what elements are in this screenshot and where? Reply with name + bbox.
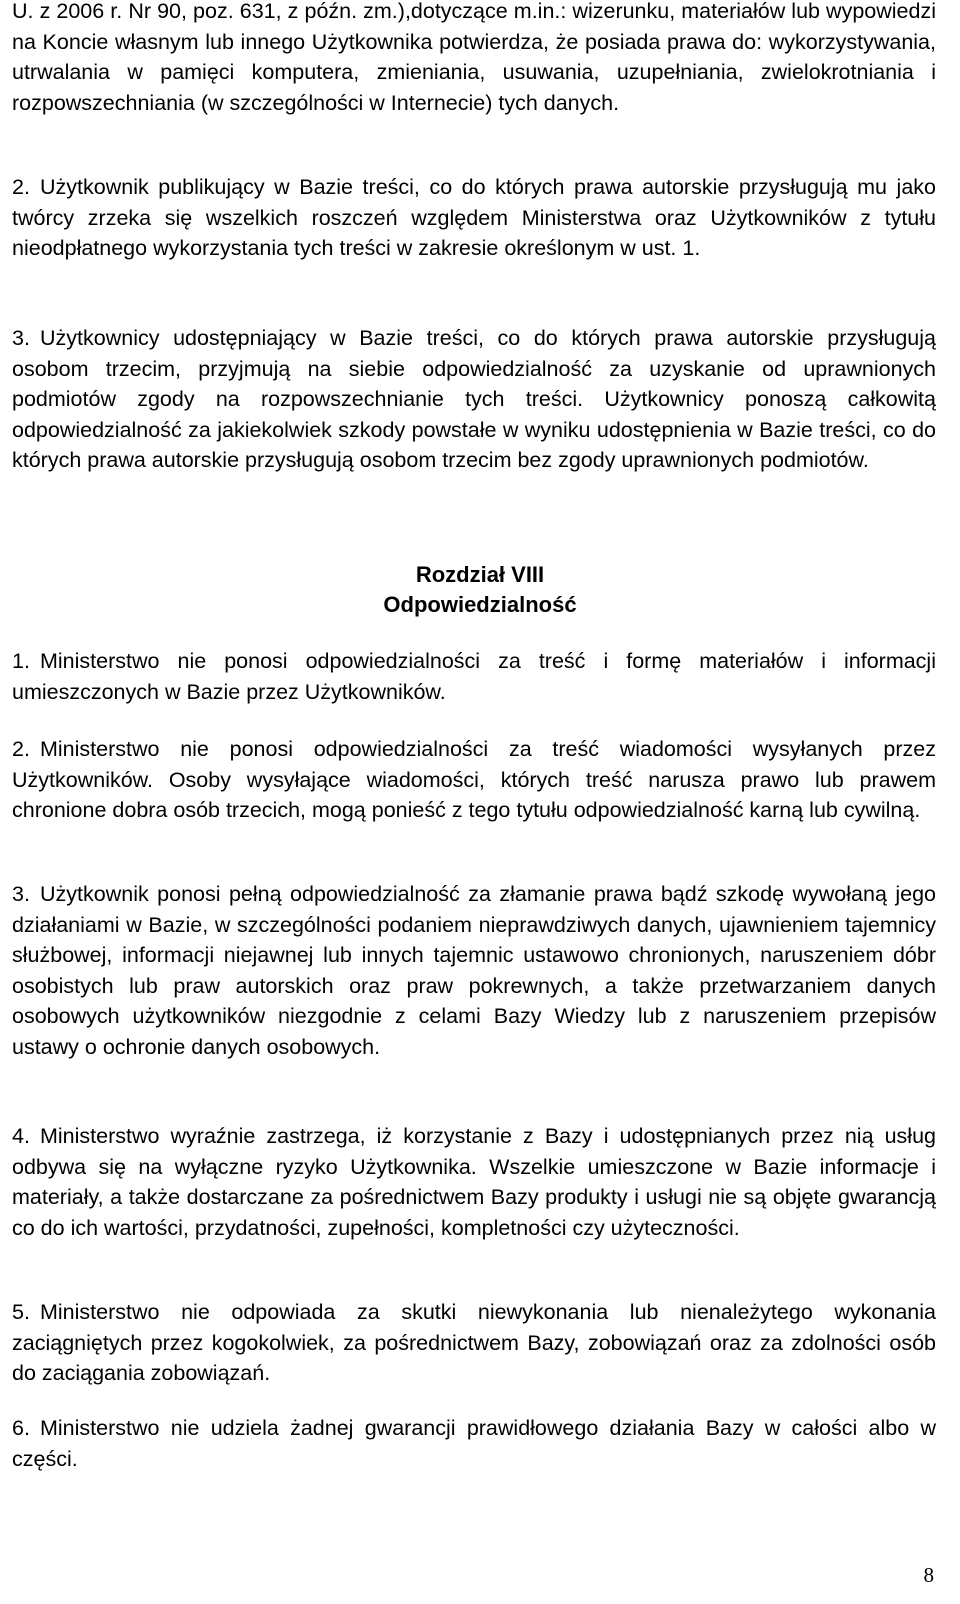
paragraph-number: 1. (12, 649, 30, 673)
paragraph-text: Użytkownicy udostępniający w Bazie treści, co do których prawa autorskie przysługują osobom trzecim, przyjmują na siebie odpowiedzialność za uzyskanie od uprawnionych podmiotów zgody na rozpowszechnianie tych treści. Użytkownicy ponoszą całkowitą odpowiedzialność za jakiekolwiek szkody powstałe w wyniku udostępnienia w Bazie treści, co do których prawa autorskie przysługują osobom trzecim bez zgody uprawnionych podmiotów. (12, 326, 936, 473)
paragraph-text: Ministerstwo nie udziela żadnej gwarancji prawidłowego działania Bazy w całości albo w części. (12, 1416, 936, 1471)
paragraph-4-liability (12, 1121, 936, 1243)
paragraph-text: Ministerstwo nie ponosi odpowiedzialności za treść wiadomości wysyłanych przez Użytkowników. Osoby wysyłające wiadomości, których treść narusza prawo lub prawem chronione dobra osób trzecich, mogą ponieść z tego tytułu odpowiedzialność karną lub cywilną. (12, 737, 936, 823)
paragraph-text: Użytkownik publikujący w Bazie treści, co do których prawa autorskie przysługują mu jako twórcy zrzeka się wszelkich roszczeń względem Ministerstwa oraz Użytkowników z tytułu nieodpłatnego wykorzystania tych treści w zakresie określonym w ust. 1. (12, 175, 936, 261)
paragraph-number: 2. (12, 175, 30, 199)
intro-paragraph (12, 0, 936, 118)
paragraph-3-copyright (12, 323, 936, 476)
paragraph-6-liability (12, 1413, 936, 1474)
paragraph-number: 3. (12, 326, 30, 350)
paragraph-text: Użytkownik ponosi pełną odpowiedzialność za złamanie prawa bądź szkodę wywołaną jego działaniami w Bazie, w szczególności podaniem nieprawdziwych danych, ujawnieniem tajemnicy służbowej, informacji niejawnej lub innych tajemnic ustawowo chronionych, naruszeniem dóbr osobistych lub praw autorskich oraz praw pokrewnych, a także przetwarzaniem danych osobowych użytkowników niezgodnie z celami Bazy Wiedzy lub z naruszeniem przepisów ustawy o ochronie danych osobowych. (12, 882, 936, 1059)
paragraph-3-liability (12, 879, 936, 1063)
paragraph-2-copyright (12, 172, 936, 264)
paragraph-text: Ministerstwo wyraźnie zastrzega, iż korzystanie z Bazy i udostępnianych przez nią usług odbywa się na wyłączne ryzyko Użytkownika. Wszelkie umieszczone w Bazie informacje i materiały, a także dostarczane za pośrednictwem Bazy produkty i usługi nie są objęte gwarancją co do ich wartości, przydatności, zupełności, kompletności czy użyteczności. (12, 1124, 936, 1240)
paragraph-2-liability (12, 734, 936, 826)
paragraph-number: 6. (12, 1416, 30, 1440)
paragraph-number: 4. (12, 1124, 30, 1148)
chapter-number: Rozdział VIII (415, 562, 545, 587)
page-number: 8 (923, 1563, 934, 1587)
paragraph-text: Ministerstwo nie ponosi odpowiedzialności za treść i formę materiałów i informacji umieszczonych w Bazie przez Użytkowników. (12, 649, 936, 704)
paragraph-text: Ministerstwo nie odpowiada za skutki niewykonania lub nienależytego wykonania zaciągniętych przez kogokolwiek, za pośrednictwem Bazy, zobowiązań oraz za zdolności osób do zaciągania zobowiązań. (12, 1300, 936, 1386)
paragraph-number: 3. (12, 882, 30, 906)
paragraph-1-liability (12, 646, 936, 707)
intro-text: U. z 2006 r. Nr 90, poz. 631, z późn. zm.),dotyczące m.in.: wizerunku, materiałów lub wypowiedzi na Koncie własnym lub innego Użytkownika potwierdza, że posiada prawa do: wykorzystywania, utrwalania w pamięci komputera, zmieniania, usuwania, uzupełniania, zwielokrotniania i rozpowszechniania (w szczególności w Internecie) tych danych. (12, 0, 936, 115)
chapter-title: Odpowiedzialność (383, 592, 577, 617)
paragraph-number: 5. (12, 1300, 30, 1324)
paragraph-5-liability (12, 1297, 936, 1389)
paragraph-number: 2. (12, 737, 30, 761)
